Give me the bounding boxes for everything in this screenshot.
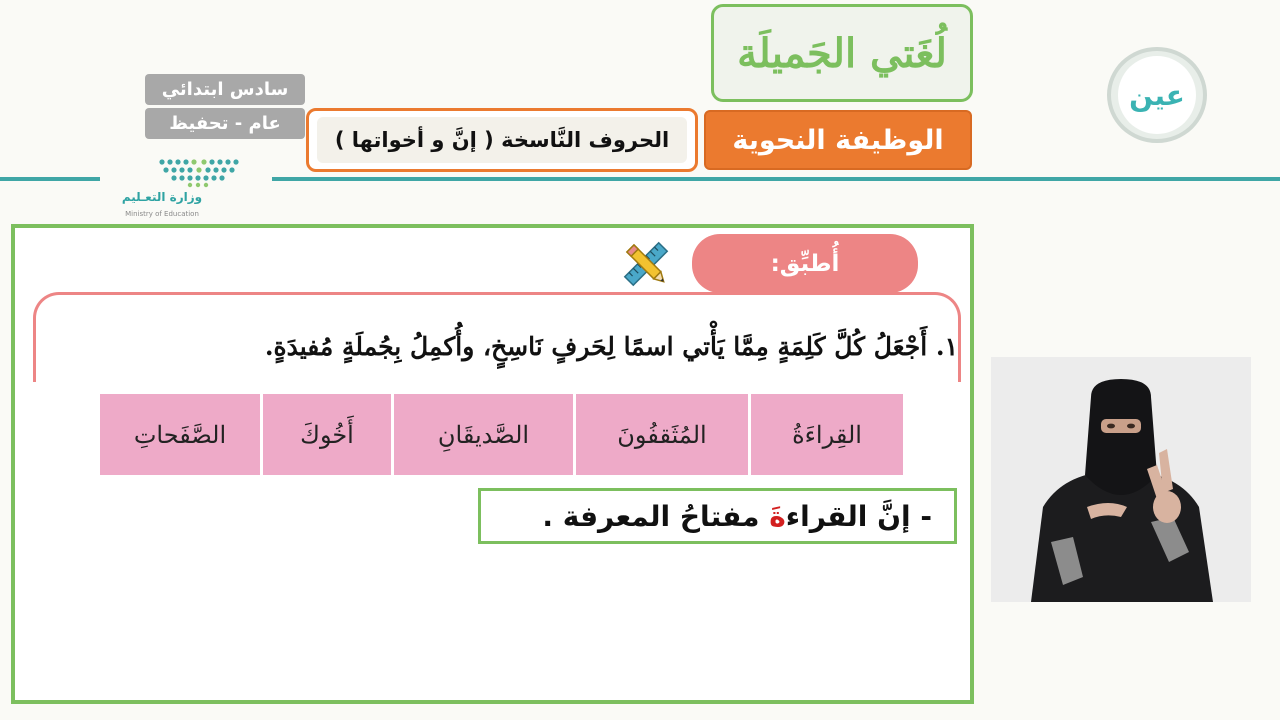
word-cell: الصَّديقَانِ xyxy=(394,394,573,475)
track-badge-text: عام - تحفيظ xyxy=(169,113,281,134)
sign-interpreter-image xyxy=(991,357,1251,602)
channel-logo xyxy=(1107,47,1207,143)
word-cell: القِراءَةُ xyxy=(751,394,903,475)
word-bank xyxy=(100,394,903,475)
word-cell: أَخُوكَ xyxy=(263,394,391,475)
answer-prefix: - إنَّ القراء xyxy=(785,499,932,533)
ministry-logo xyxy=(108,152,218,222)
topic-label xyxy=(306,108,698,172)
track-badge xyxy=(145,108,305,139)
answer-sentence xyxy=(478,488,957,544)
section-label-text: الوظيفة النحوية xyxy=(732,124,944,156)
answer-suffix: مفتاحُ المعرفة . xyxy=(542,499,770,533)
header-divider-right xyxy=(272,177,1280,181)
exercise-instruction: ١. أَجْعَلُ كُلَّ كَلِمَةٍ مِمَّا يَأْتي اسمًا لِحَرفٍ نَاسِخٍ، وأُكمِلُ بِجُملَةٍ مُفيدَةٍ. xyxy=(264,332,958,361)
ministry-emblem-icon xyxy=(154,156,244,188)
topic-label-text: الحروف النَّاسخة ( إنَّ و أخواتها ) xyxy=(334,128,670,152)
grade-badge xyxy=(145,74,305,105)
practice-tab-label: أُطبِّق: xyxy=(770,250,840,277)
sign-language-video xyxy=(991,357,1251,602)
ministry-name-arabic: وزارة التعـليم xyxy=(121,190,203,204)
ministry-name-english: Ministry of Education xyxy=(125,210,199,218)
header-divider-left xyxy=(0,177,100,181)
answer-text xyxy=(542,500,932,533)
book-title-text: لُغَتي الجَميلَة xyxy=(737,29,947,77)
ruler-pencil-icon xyxy=(618,236,674,292)
practice-tab xyxy=(692,234,918,293)
topic-label-inner xyxy=(317,117,687,163)
word-cell: المُثَقفُونَ xyxy=(576,394,748,475)
channel-logo-text: عين xyxy=(1118,56,1196,134)
section-label xyxy=(704,110,972,170)
grade-badge-text: سادس ابتدائي xyxy=(161,79,289,100)
book-title xyxy=(711,4,973,102)
answer-highlight: ةَ xyxy=(769,499,786,533)
word-cell: الصَّفَحاتِ xyxy=(100,394,260,475)
